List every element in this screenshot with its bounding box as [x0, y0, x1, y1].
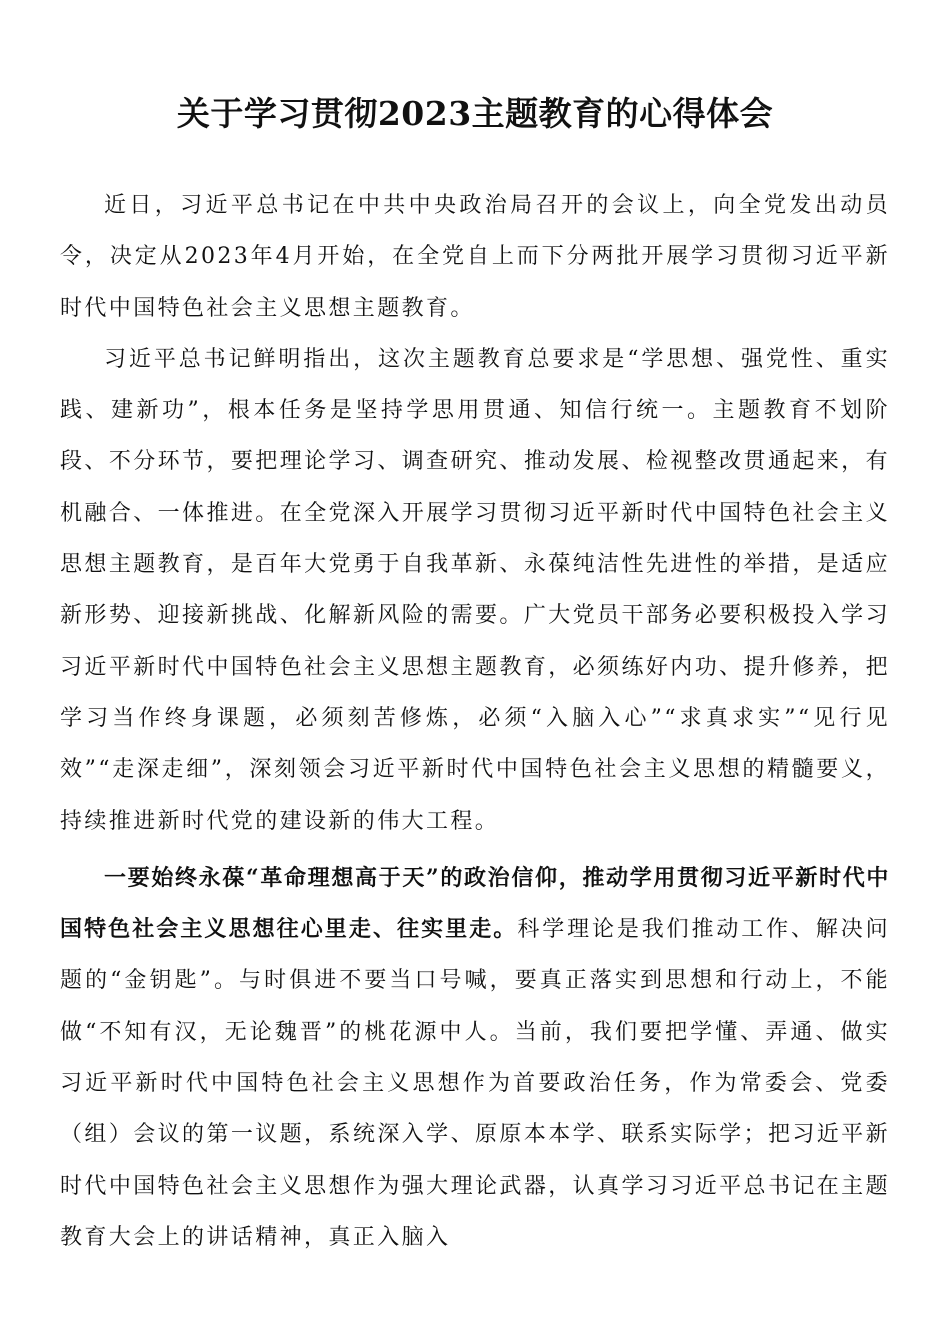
paragraph-text: 近日，习近平总书记在中共中央政治局召开的会议上，向全党发出动员令，决定从2023年4月开始，在全党自上而下分两批开展学习贯彻习近平新时代中国特色社会主义思想主题教育。 — [60, 193, 890, 321]
paragraph-text: 科学理论是我们推动工作、解决问题的“金钥匙”。与时俱进不要当口号喊，要真正落实到思想和行动上，不能做“不知有汉，无论魏晋”的桃花源中人。当前，我们要把学懂、弄通、做实习近平新时代中国特色社会主义思想作为首要政治任务，作为常委会、党委（组）会议的第一议题，系统深入学、原原本本学、联系实际学；把习近平新时代中国特色社会主义思想作为强大理论武器，认真学习习近平总书记在主题教育大会上的讲话精神，真正入脑入 — [60, 917, 890, 1250]
section-heading-inline: 一要始终永葆“革命理想高于天”的政治信仰，推动学用贯彻习近平新时代中国特色社会主义思想往心里走、往实里走。 — [60, 864, 890, 943]
paragraph-section-one — [60, 853, 890, 1263]
document-body — [60, 180, 890, 1263]
paragraph-text: 习近平总书记鲜明指出，这次主题教育总要求是“学思想、强党性、重实践、建新功”，根本任务是坚持学思用贯通、知信行统一。主题教育不划阶段、不分环节，要把理论学习、调查研究、推动发展、检视整改贯通起来，有机融合、一体推进。在全党深入开展学习贯彻习近平新时代中国特色社会主义思想主题教育，是百年大党勇于自我革新、永葆纯洁性先进性的举措，是适应新形势、迎接新挑战、化解新风险的需要。广大党员干部务必要积极投入学习习近平新时代中国特色社会主义思想主题教育，必须练好内功、提升修养，把学习当作终身课题，必须刻苦修炼，必须“入脑入心”“求真求实”“见行见效”“走深走细”，深刻领会习近平新时代中国特色社会主义思想的精髓要义，持续推进新时代党的建设新的伟大工程。 — [60, 346, 890, 834]
paragraph-requirements — [60, 334, 890, 847]
document-title: 关于学习贯彻2023主题教育的心得体会 — [176, 94, 774, 133]
paragraph-intro — [60, 180, 890, 334]
